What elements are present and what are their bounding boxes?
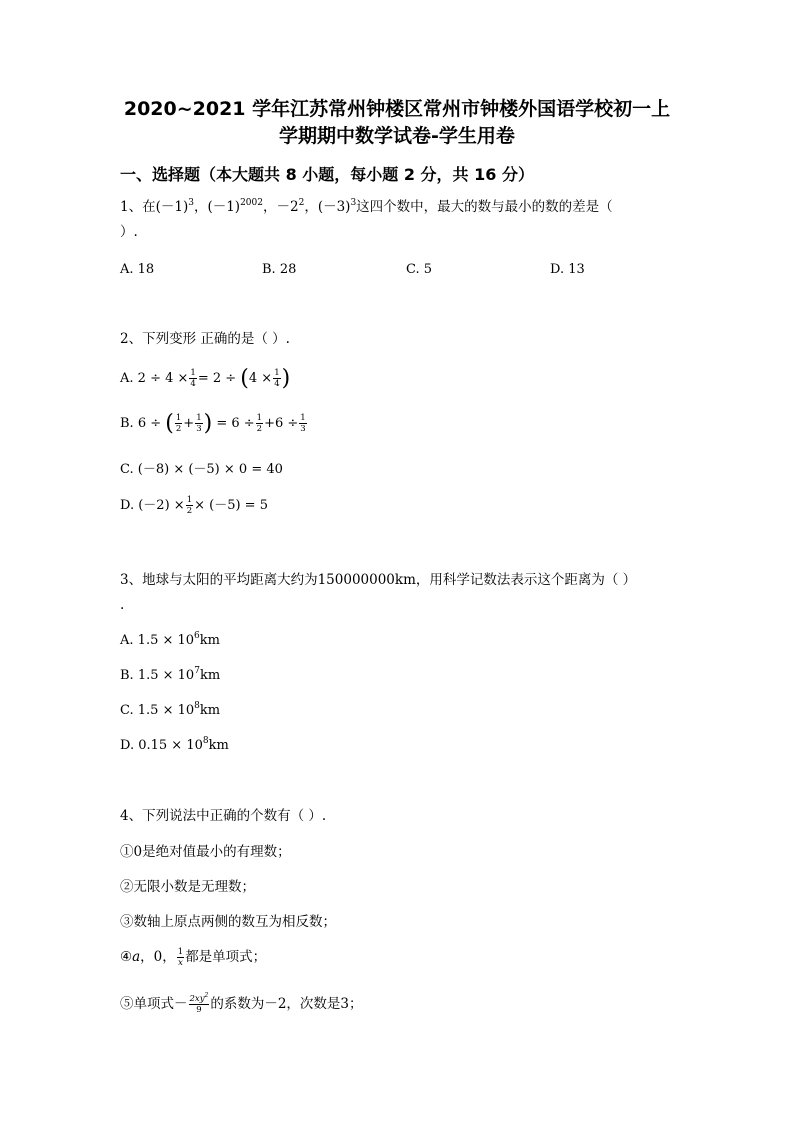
fraction: $\frac{1}{2}$ bbox=[175, 413, 182, 434]
question-1-option-c: C. 5 bbox=[406, 262, 433, 277]
question-4-stem: 4、下列说法中正确的个数有（ ）. bbox=[120, 808, 327, 824]
question-1-option-a: A. 18 bbox=[120, 262, 155, 277]
question-2-option-c: C. (－8) × (－5) × 0 = 40 bbox=[120, 462, 283, 477]
fraction: $\frac{1}{2}$ bbox=[256, 413, 263, 434]
statement-5: ⑤单项式－ $\frac{2xy^2}{9}$ 的系数为－2，次数是3； bbox=[120, 992, 363, 1015]
question-1-stem: 1、在$(-1)^3$，$(-1)^{2002}$，$-2^2$，$(-3)^3$这四个数中，最大的数与最小的数的差是（ bbox=[120, 198, 613, 215]
question-3-option-b: B. $1.5 \times 10^7km$ bbox=[120, 666, 221, 683]
fraction: $\frac{1}{3}$ bbox=[300, 413, 306, 434]
question-2-option-d: D. (－2) × $\frac{1}{2}$ × (－5) = 5 bbox=[120, 495, 268, 516]
question-3-option-d: D. $0.15 \times 10^8km$ bbox=[120, 736, 229, 753]
question-3-stem: 3、地球与太阳的平均距离大约为150000000km，用科学记数法表示这个距离为（ ） bbox=[120, 572, 637, 588]
statement-1: ①0是绝对值最小的有理数； bbox=[120, 844, 291, 860]
section-heading: 一、选择题（本大题共 8 小题，每小题 2 分，共 16 分） bbox=[120, 165, 534, 184]
question-1-option-d: D. 13 bbox=[550, 262, 585, 277]
title-line-2: 学期期中数学试卷-学生用卷 bbox=[279, 125, 515, 147]
fraction: $\frac{2xy^2}{9}$ bbox=[189, 992, 209, 1015]
statement-3: ③数轴上原点两侧的数互为相反数； bbox=[120, 914, 336, 930]
question-1-option-b: B. 28 bbox=[262, 262, 297, 277]
statement-4: ④a，0， $\frac{1}{x}$ 都是单项式； bbox=[120, 947, 267, 968]
question-2-stem: 2、下列变形 正确的是（ ）. bbox=[120, 331, 290, 347]
question-3-option-c: C. $1.5 \times 10^8km$ bbox=[120, 701, 221, 718]
question-3-stem-end: . bbox=[120, 597, 125, 613]
fraction: $\frac{1}{x}$ bbox=[177, 947, 184, 968]
fraction: $\frac{1}{3}$ bbox=[196, 413, 202, 434]
fraction: $\frac{1}{4}$ bbox=[190, 368, 196, 389]
question-2-option-a: A. 2 ÷ 4 × $\frac{1}{4}$ = 2 ÷ (4 × $\frac{1}{4}$ ) bbox=[120, 366, 291, 391]
question-3-option-a: A. $1.5 \times 10^6km$ bbox=[120, 631, 220, 648]
statement-2: ②无限小数是无理数； bbox=[120, 879, 255, 895]
fraction: $\frac{1}{2}$ bbox=[186, 495, 193, 516]
question-1-stem-end: ）. bbox=[120, 224, 138, 240]
fraction: $\frac{1}{4}$ bbox=[274, 368, 280, 389]
title-line-1: 2020~2021 学年江苏常州钟楼区常州市钟楼外国语学校初一上 bbox=[123, 98, 671, 120]
question-2-option-b: B. 6 ÷ ( $\frac{1}{2}$ + $\frac{1}{3}$ ) = 6 ÷ $\frac{1}{2}$ +6 ÷ $\frac{1}{3}$ bbox=[120, 411, 306, 436]
